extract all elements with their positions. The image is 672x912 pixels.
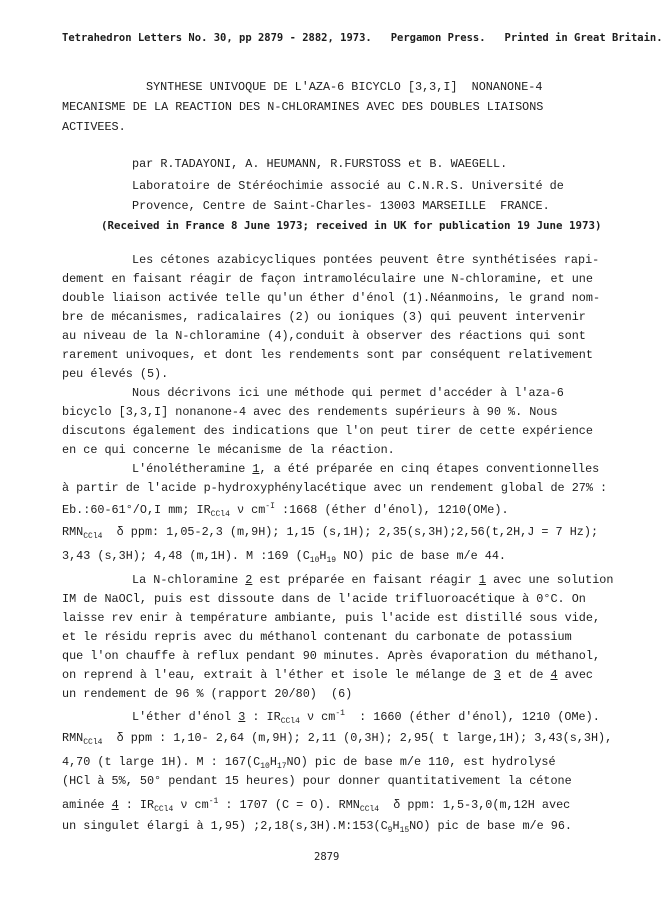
text-span: est préparée en faisant réagir [252, 573, 479, 587]
body-line: dement en faisant réagir de façon intramoléculaire une N-chloramine, et une [62, 272, 593, 286]
body-line: IM de NaOCl, puis est dissoute dans de l'acide trifluoroacétique à 0°C. On [62, 592, 586, 606]
text-span: NO) pic de base m/e 110, est hydrolysé [286, 755, 556, 769]
subscript: 9 [387, 826, 393, 835]
text-span: avec une solution [486, 573, 614, 587]
affiliation-line-1: Laboratoire de Stéréochimie associé au C.N.R.S. Université de [132, 179, 564, 193]
text-span: , a été préparée en cinq étapes conventionnelles [259, 462, 600, 476]
compound-ref: 1 [252, 462, 260, 476]
body-line [62, 819, 572, 838]
body-line [132, 573, 613, 587]
body-line: à partir de l'acide p-hydroxyphénylacétique avec un rendement global de 27% : [62, 481, 608, 495]
subscript: 10 [260, 762, 270, 771]
subscript: 10 [309, 556, 320, 565]
text-span: :1668 (éther d'énol), 1210(OMe). [274, 503, 509, 517]
compound-ref: 4 [550, 668, 558, 682]
body-line [62, 500, 509, 522]
compound-ref: 4 [111, 798, 119, 812]
body-line [62, 525, 598, 544]
text-span: : 1707 (C = O). RMN [218, 798, 360, 812]
received-date: (Received in France 8 June 1973; received in UK for publication 19 June 1973) [101, 219, 602, 232]
text-span: H [269, 755, 277, 769]
text-span: L'éther d'énol [132, 710, 239, 724]
text-span: δ ppm: 1,05-2,3 (m,9H); 1,15 (s,1H); 2,35(s,3H);2,56(t,2H,J = 7 Hz); [102, 525, 599, 539]
compound-ref: 2 [245, 573, 253, 587]
body-line [62, 755, 556, 774]
text-span: NO) pic de base m/e 44. [336, 549, 506, 563]
title-line-1: SYNTHESE UNIVOQUE DE L'AZA-6 BICYCLO [3,3,I] NONANONE-4 [146, 80, 543, 94]
text-span: : 1660 (éther d'énol), 1210 (OMe). [344, 710, 600, 724]
body-line [132, 707, 600, 729]
body-line: Les cétones azabicycliques pontées peuvent être synthétisées rapi- [132, 253, 600, 267]
subscript: CCl4 [280, 717, 300, 726]
text-span: δ ppm: 1,5-3,0(m,12H avec [379, 798, 571, 812]
compound-ref: 3 [493, 668, 501, 682]
text-span: δ ppm : 1,10- 2,64 (m,9H); 2,11 (0,3H); 2,95( t large,1H); 3,43(s,3H), [102, 731, 613, 745]
text-span: un singulet élargi à 1,95) ;2,18(s,3H).M:153(C [62, 819, 388, 833]
body-line [62, 795, 570, 817]
text-span: ν cm [299, 710, 336, 724]
text-span: La N-chloramine [132, 573, 246, 587]
body-line: double liaison activée telle qu'un éther d'énol (1).Néanmoins, le grand nom- [62, 291, 601, 305]
text-span: H [392, 819, 400, 833]
subscript: 19 [326, 556, 337, 565]
body-line: peu élevés (5). [62, 367, 169, 381]
text-span: ν cm [229, 503, 266, 517]
text-span: Eb.:60-61°/O,I mm; IR [62, 503, 211, 517]
body-line [62, 668, 593, 682]
text-span: : IR [245, 710, 281, 724]
page-number: 2879 [314, 851, 340, 863]
text-span: L'énolétheramine [132, 462, 253, 476]
text-span: aminée [62, 798, 112, 812]
subscript: CCl4 [154, 805, 174, 814]
text-span: 3,43 (s,3H); 4,48 (m,1H). M :169 (C [62, 549, 310, 563]
superscript: -I [265, 502, 275, 511]
body-line [62, 731, 612, 750]
text-span: NO) pic de base m/e 96. [409, 819, 572, 833]
subscript: CCl4 [210, 510, 230, 519]
body-line: bicyclo [3,3,I] nonanone-4 avec des rendements supérieurs à 90 %. Nous [62, 405, 558, 419]
body-line [132, 462, 599, 476]
subscript: 17 [276, 762, 287, 771]
text-span: RMN [62, 731, 84, 745]
body-line: rarement univoques, et dont les rendements sont par conséquent relativement [62, 348, 593, 362]
body-line: bre de mécanismes, radicalaires (2) ou ioniques (3) qui peuvent intervenir [62, 310, 586, 324]
subscript: CCl4 [359, 805, 380, 814]
text-span: 4,70 (t large 1H). M : 167(C [62, 755, 261, 769]
superscript: -1 [208, 797, 219, 806]
body-line: en ce qui concerne le mécanisme de la réaction. [62, 443, 395, 457]
subscript: 15 [399, 826, 410, 835]
superscript: -1 [335, 709, 345, 718]
journal-header: Tetrahedron Letters No. 30, pp 2879 - 2882, 1973. Pergamon Press. Printed in Great Britain. [62, 32, 663, 44]
text-span: H [319, 549, 327, 563]
compound-ref: 3 [238, 710, 246, 724]
text-span: avec [557, 668, 593, 682]
body-line: laisse rev enir à température ambiante, puis l'acide est distillé sous vide, [62, 611, 601, 625]
text-span: on reprend à l'eau, extrait à l'éther et isole le mélange de [62, 668, 494, 682]
compound-ref: 1 [478, 573, 487, 587]
body-line: que l'on chauffe à reflux pendant 90 minutes. Après évaporation du méthanol, [62, 649, 601, 663]
subscript: CCl4 [83, 738, 103, 747]
text-span: ν cm [173, 798, 209, 812]
title-line-2: MECANISME DE LA REACTION DES N-CHLORAMINES AVEC DES DOUBLES LIAISONS [62, 100, 544, 114]
body-line: (HCl à 5%, 50° pendant 15 heures) pour donner quantitativement la cétone [62, 774, 572, 788]
text-span: : IR [118, 798, 155, 812]
body-line: au niveau de la N-chloramine (4),conduit à observer des réactions qui sont [62, 329, 586, 343]
subscript: CCl4 [83, 532, 103, 541]
title-line-3: ACTIVEES. [62, 120, 126, 134]
text-span: RMN [62, 525, 84, 539]
authors: par R.TADAYONI, A. HEUMANN, R.FURSTOSS et B. WAEGELL. [132, 157, 508, 171]
body-line: discutons également des indications que l'on peut tirer de cette expérience [62, 424, 593, 438]
affiliation-line-2: Provence, Centre de Saint-Charles- 13003 MARSEILLE FRANCE. [132, 199, 550, 213]
body-line: un rendement de 96 % (rapport 20/80) (6) [62, 687, 353, 701]
body-line [62, 549, 506, 568]
text-span: et de [500, 668, 551, 682]
body-line: et le résidu repris avec du méthanol contenant du carbonate de potassium [62, 630, 572, 644]
body-line: Nous décrivons ici une méthode qui permet d'accéder à l'aza-6 [132, 386, 564, 400]
